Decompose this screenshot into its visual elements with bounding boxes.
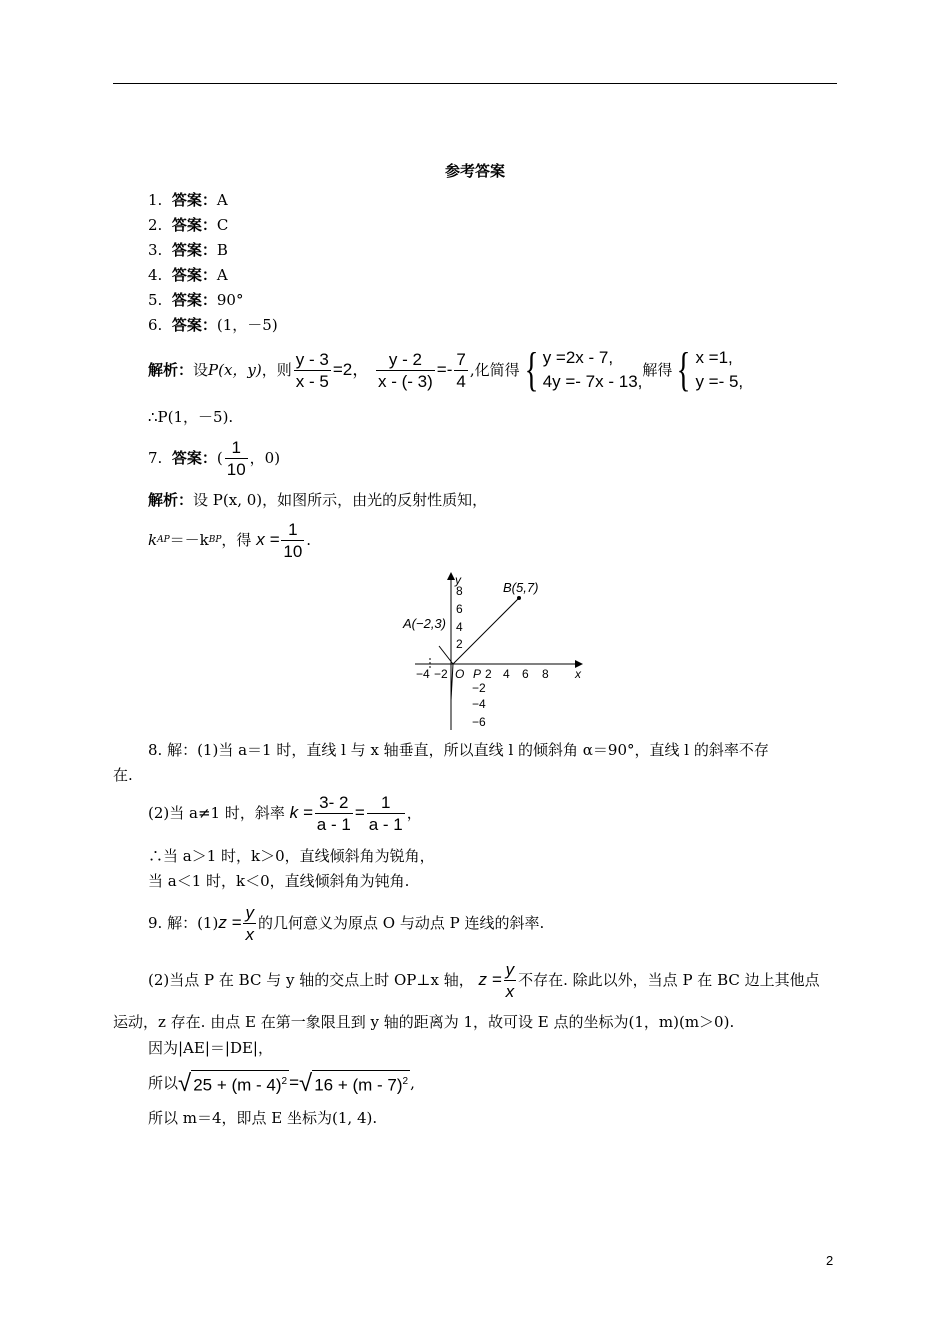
y-tick-label: 4: [456, 620, 463, 634]
reflected-ray-line: [453, 598, 519, 664]
q6-conclusion: ∴P(1，－5).: [148, 408, 234, 426]
origin-label: O: [455, 667, 465, 681]
q9-line2: (2)当点 P 在 BC 与 y 轴的交点上时 OP⊥x 轴， z = $\frac{y}{x}$ 不存在. 除此以外，当点 P 在 BC 边上其他点: [148, 959, 820, 1001]
answer-1: 1. 答案：A: [148, 191, 228, 209]
point-p-label: P: [473, 667, 482, 681]
q8-line2: 在.: [113, 766, 133, 784]
answer-2: 2. 答案：C: [148, 216, 229, 234]
q8-line5: 当 a＜1 时，k＜0，直线倾斜角为钝角.: [148, 872, 410, 890]
x-tick-label: 8: [542, 667, 549, 681]
reflection-figure: [395, 570, 595, 735]
q6-analysis: 解析： 设 P (x，y) ，则 $\frac{y - 3}{x - 5}$ =2， $\frac{y - 2}{x - (- 3)}$ =- $\frac{7}{4}$ ,化简得 { y =2x - 7, 4y =- 7x - 13, 解得 { x =1, y =- 5,: [148, 343, 744, 396]
answer-3: 3. 答案：B: [148, 241, 228, 259]
point-b: [517, 596, 521, 600]
sqrt-expression: √ 16 + (m - 7)$^2$: [299, 1070, 409, 1098]
q8-line4: ∴当 a＞1 时，k＞0，直线倾斜角为锐角，: [148, 847, 435, 865]
answer-7: 7. 答案： ( $\frac{1}{10}$ ，0): [148, 437, 281, 479]
fraction: $\frac{y}{x}$: [245, 902, 254, 944]
y-tick-label: 6: [456, 602, 463, 616]
x-tick-label: 4: [503, 667, 510, 681]
fraction: $\frac{3- 2}{a - 1}$: [316, 792, 351, 834]
q9-line1: 9. 解：(1) z = $\frac{y}{x}$ 的几何意义为原点 O 与动点 P 连线的斜率.: [148, 902, 545, 944]
x-tick-label: −4: [416, 667, 430, 681]
fraction: $\frac{y - 2}{x - (- 3)}$: [378, 349, 433, 391]
y-tick-label: −6: [472, 715, 486, 729]
q7-analysis: 解析：设 P(x, 0)，如图所示，由光的反射性质知，: [148, 491, 488, 509]
q9-line4: 因为|AE|＝|DE|，: [148, 1039, 273, 1057]
answer-4: 4. 答案：A: [148, 266, 228, 284]
x-tick-label: 2: [485, 667, 492, 681]
fraction: $\frac{1}{10}$: [226, 437, 246, 479]
answer-5: 5. 答案：90°: [148, 291, 244, 309]
sqrt-expression: √ 25 + (m - 4)$^2$: [178, 1070, 288, 1098]
point-a-label: A(−2,3): [403, 616, 446, 631]
fraction: $\frac{7}{4}$: [456, 349, 466, 391]
x-tick-label: 6: [522, 667, 529, 681]
fraction: $\frac{1}{a - 1}$: [368, 792, 403, 834]
answer-6: 6. 答案：(1，－5): [148, 316, 278, 334]
y-axis-label: y: [455, 573, 461, 587]
x-tick-labels: [416, 667, 549, 681]
solution-system: { x =1, y =- 5,: [677, 343, 744, 396]
header-rule: [113, 83, 837, 84]
x-axis-label: x: [575, 667, 581, 681]
x-tick-label: −2: [434, 667, 448, 681]
y-tick-label: 8: [456, 584, 463, 598]
q7-result: k AP ＝－k BP ，得 x = $\frac{1}{10}$ .: [148, 519, 312, 561]
y-tick-label: −2: [472, 681, 486, 695]
fraction: $\frac{1}{10}$: [283, 519, 303, 561]
q8-slope: (2)当 a≠1 时，斜率 k = $\frac{3- 2}{a - 1}$ = $\frac{1}{a - 1}$ ，: [148, 792, 422, 834]
y-tick-label: −4: [472, 697, 486, 711]
page-title: 参考答案: [444, 162, 505, 180]
point-b-label: B(5,7): [503, 580, 539, 595]
y-tick-label: 2: [456, 637, 463, 651]
q9-line3: 运动，z 存在. 由点 E 在第一象限且到 y 轴的距离为 1，故可设 E 点的坐标为(1，m)(m＞0).: [113, 1013, 735, 1031]
y-arrow: [447, 572, 455, 580]
fraction: $\frac{y}{x}$: [505, 959, 515, 1001]
q9-line6: 所以 m＝4，即点 E 坐标为(1, 4).: [148, 1109, 378, 1127]
equation-system: { y =2x - 7, 4y =- 7x - 13,: [524, 343, 643, 396]
fraction: $\frac{y - 3}{x - 5}$: [295, 349, 329, 391]
page-number: 2: [826, 1253, 834, 1268]
q9-line5: 所以 √ 25 + (m - 4)$^2$ = √ 16 + (m - 7)$^2$ ,: [148, 1070, 415, 1098]
q8-line1: 8. 解：(1)当 a＝1 时，直线 l 与 x 轴垂直，所以直线 l 的倾斜角 α＝90°，直线 l 的斜率不存: [148, 741, 769, 759]
